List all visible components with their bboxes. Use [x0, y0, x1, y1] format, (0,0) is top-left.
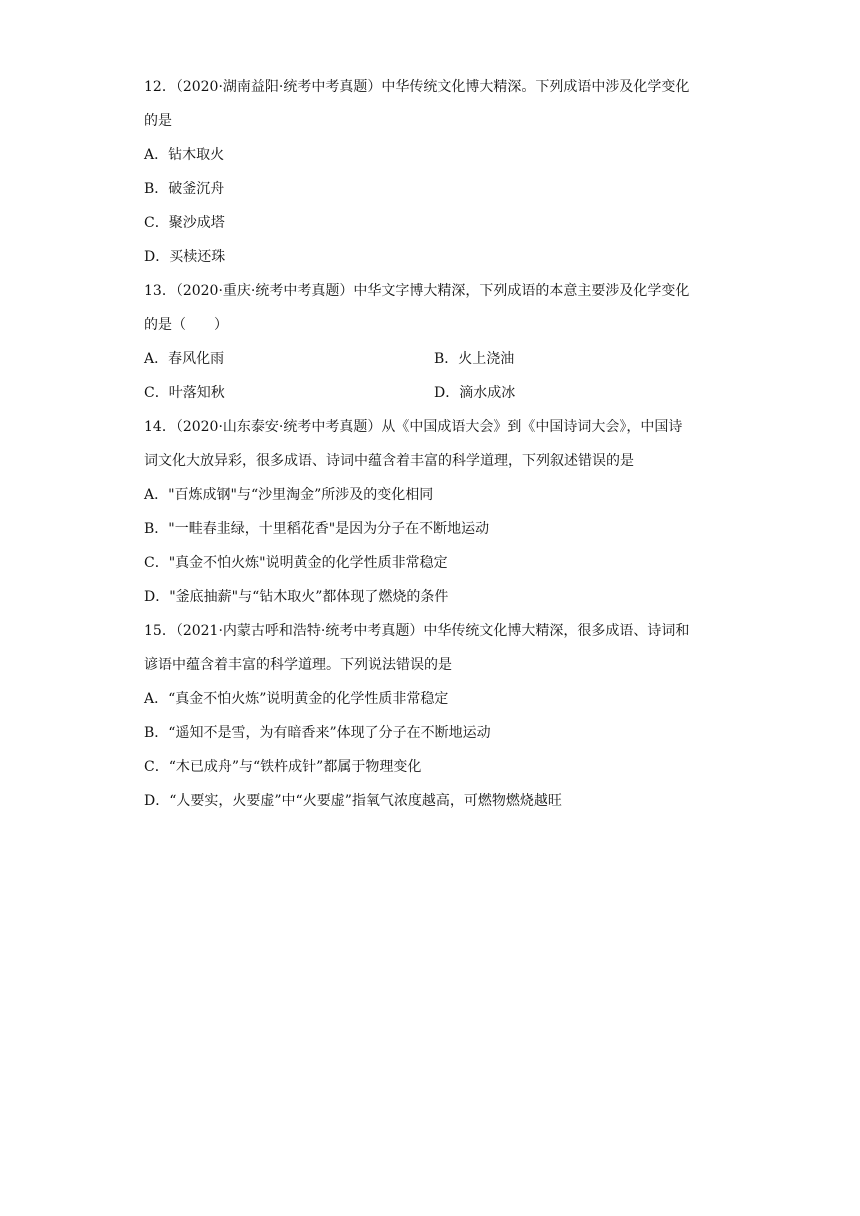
question-14-stem-line-1: 14．（2020·山东泰安·统考中考真题）从《中国成语大会》到《中国诗词大会》，中国诗 [144, 419, 683, 435]
question-list [144, 70, 724, 818]
question-14 [144, 410, 724, 614]
question-15-option-a: A．“真金不怕火炼”说明黄金的化学性质非常稳定 [144, 691, 449, 707]
question-14-option-c: C．"真金不怕火炼"说明黄金的化学性质非常稳定 [144, 555, 448, 571]
question-15-option-b: B．“遥知不是雪，为有暗香来”体现了分子在不断地运动 [144, 725, 491, 741]
question-13-option-a: A．春风化雨 [144, 351, 225, 367]
question-12-stem-line-2: 的是 [144, 113, 172, 129]
question-13-stem-line-2: 的是（ ） [144, 317, 228, 333]
question-14-option-d: D．"釜底抽薪"与“钻木取火”都体现了燃烧的条件 [144, 589, 449, 605]
question-14-option-a: A．"百炼成钢"与“沙里淘金”所涉及的变化相同 [144, 487, 434, 503]
question-12 [144, 70, 724, 274]
question-15-stem-line-2: 谚语中蕴含着丰富的科学道理。下列说法错误的是 [144, 657, 452, 673]
question-15-option-c: C．“木已成舟”与“铁杵成针”都属于物理变化 [144, 759, 422, 775]
question-13-options-row-1 [144, 342, 724, 376]
question-15 [144, 614, 724, 818]
question-13-option-b: B．火上浇油 [434, 351, 515, 367]
question-12-option-a: A．钻木取火 [144, 147, 225, 163]
question-15-stem-line-1: 15．（2021·内蒙古呼和浩特·统考中考真题）中华传统文化博大精深，很多成语、诗词和 [144, 623, 690, 639]
question-13 [144, 274, 724, 410]
question-14-stem-line-2: 词文化大放异彩，很多成语、诗词中蕴含着丰富的科学道理，下列叙述错误的是 [144, 453, 634, 469]
question-13-stem-line-1: 13．（2020·重庆·统考中考真题）中华文字博大精深，下列成语的本意主要涉及化学变化 [144, 283, 690, 299]
question-13-option-d: D．滴水成冰 [434, 385, 516, 401]
question-12-stem-line-1: 12．（2020·湖南益阳·统考中考真题）中华传统文化博大精深。下列成语中涉及化学变化 [144, 79, 690, 95]
question-13-options-row-2 [144, 376, 724, 410]
question-13-option-c: C．叶落知秋 [144, 385, 225, 401]
question-12-option-b: B．破釜沉舟 [144, 181, 225, 197]
question-14-option-b: B．"一畦春韭绿，十里稻花香"是因为分子在不断地运动 [144, 521, 490, 537]
question-15-option-d: D．“人要实，火要虚”中“火要虚”指氧气浓度越高，可燃物燃烧越旺 [144, 793, 562, 809]
question-12-option-d: D．买椟还珠 [144, 249, 226, 265]
question-12-option-c: C．聚沙成塔 [144, 215, 225, 231]
